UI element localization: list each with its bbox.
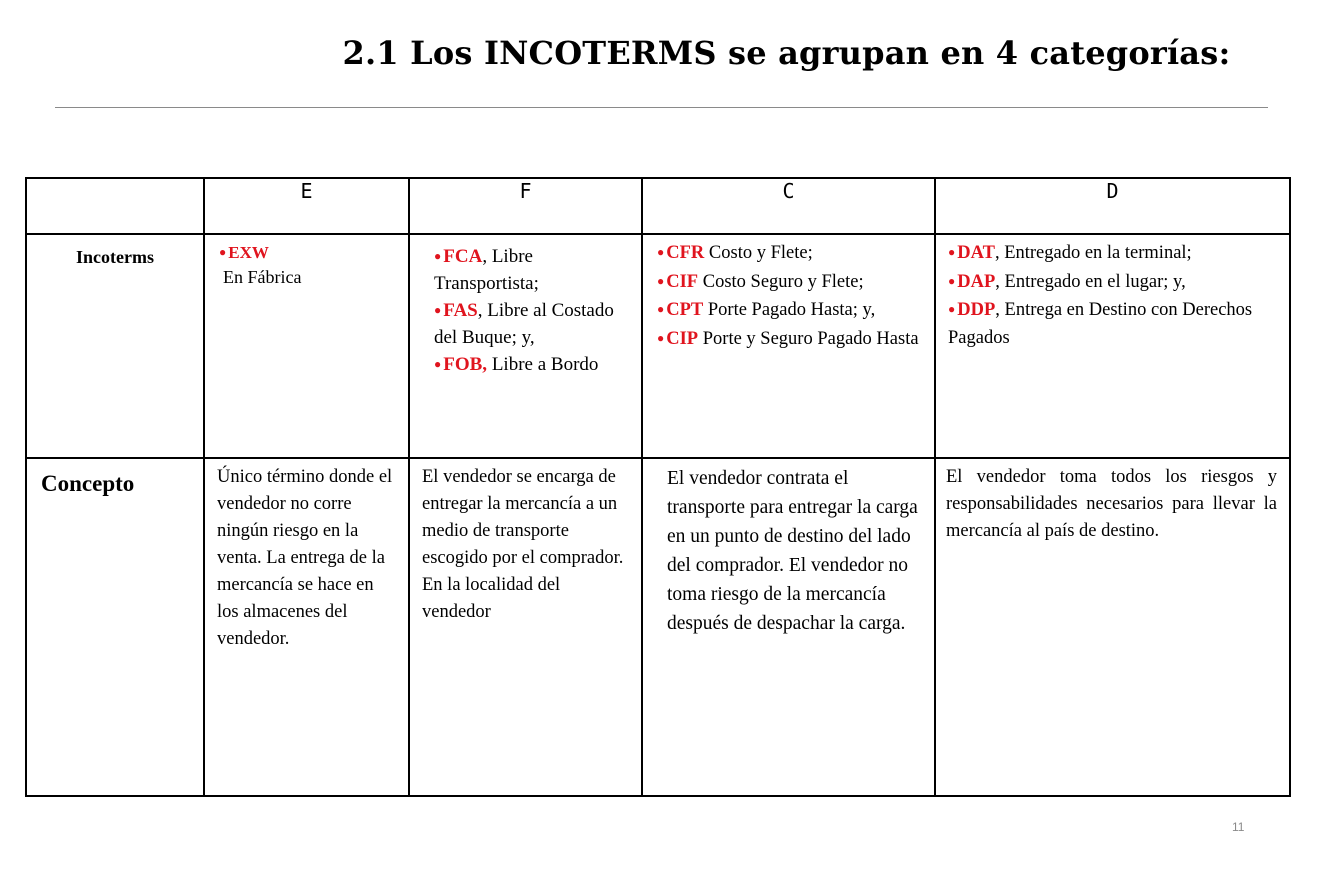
- incoterm-item-dap: [948, 268, 1275, 297]
- incoterm-item-fas: [434, 297, 627, 351]
- incoterm-desc: Porte Pagado Hasta; y,: [703, 300, 876, 320]
- header-f: F: [409, 178, 642, 234]
- incoterm-desc: Libre a Bordo: [487, 354, 599, 375]
- bullet-icon: ●: [219, 245, 227, 259]
- bullet-icon: ●: [434, 357, 442, 371]
- incoterm-item-ddp: [948, 296, 1275, 352]
- bullet-icon: ●: [657, 273, 665, 288]
- incoterm-desc: , Entrega en Destino con Derechos Pagados: [948, 300, 1253, 348]
- incoterm-code: CIF: [666, 271, 699, 292]
- bullet-icon: ●: [657, 245, 665, 259]
- incoterm-item-cif: [657, 268, 920, 297]
- incoterm-desc: Porte y Seguro Pagado Hasta: [698, 328, 919, 349]
- header-corner-cell: [26, 178, 204, 234]
- incoterm-desc: , Entregado en la terminal;: [994, 243, 1192, 263]
- bullet-icon: ●: [657, 302, 665, 316]
- bullet-icon: ●: [434, 303, 442, 317]
- incoterm-item-dat: [948, 239, 1275, 268]
- incoterm-code: FAS: [443, 300, 478, 321]
- incoterm-desc: , Libre al Costado del Buque; y,: [434, 300, 614, 348]
- incoterm-code: CFR: [666, 243, 705, 263]
- slide-title: 2.1 Los INCOTERMS se agrupan en 4 categorías:: [342, 34, 1231, 72]
- incoterm-code: CPT: [666, 300, 704, 320]
- incoterm-code: FOB,: [443, 354, 488, 375]
- bullet-icon: ●: [657, 330, 665, 345]
- incoterm-item-exw: [219, 241, 398, 264]
- incoterm-item-cip: [657, 325, 920, 354]
- incoterms-table: [25, 177, 1291, 797]
- incoterm-desc: , Entregado en el lugar; y,: [995, 271, 1186, 292]
- bullet-icon: ●: [948, 302, 956, 316]
- incoterms-cell-c: [642, 234, 935, 458]
- concepto-row: [26, 458, 1290, 796]
- concepto-cell-c: El vendedor contrata el transporte para entregar la carga en un punto de destino del lado del comprador. El vendedor no toma riesgo de la mercancía después de despachar la carga.: [642, 458, 935, 796]
- concepto-cell-d: El vendedor toma todos los riesgos y responsabilidades necesarios para llevar la mercancía al país de destino.: [935, 458, 1290, 796]
- incoterm-item-fca: [434, 243, 627, 297]
- header-c: C: [642, 178, 935, 234]
- incoterms-cell-f: [409, 234, 642, 458]
- incoterm-desc: , Libre Transportista;: [434, 246, 539, 294]
- incoterms-cell-d: [935, 234, 1290, 458]
- incoterm-item-cfr: [657, 239, 920, 268]
- title-divider: [55, 107, 1268, 108]
- incoterm-desc: Costo y Flete;: [704, 243, 813, 263]
- header-e: E: [204, 178, 409, 234]
- incoterm-code: DDP: [957, 300, 996, 320]
- incoterm-item-cpt: [657, 296, 920, 325]
- incoterm-code: FCA: [443, 246, 483, 267]
- incoterms-cell-e: [204, 234, 409, 458]
- incoterm-code: DAP: [957, 271, 996, 292]
- incoterm-code: DAT: [957, 243, 995, 263]
- bullet-icon: ●: [948, 245, 956, 259]
- incoterm-desc: Costo Seguro y Flete;: [698, 271, 864, 292]
- incoterm-code: EXW: [228, 243, 269, 262]
- incoterms-row: [26, 234, 1290, 458]
- page-number: 11: [1232, 820, 1245, 834]
- header-d: D: [935, 178, 1290, 234]
- bullet-icon: ●: [948, 273, 956, 288]
- concepto-row-label: Concepto: [26, 458, 204, 796]
- concepto-cell-f: El vendedor se encarga de entregar la mercancía a un medio de transporte escogido por el comprador. En la localidad del vendedor: [409, 458, 642, 796]
- bullet-icon: ●: [434, 249, 442, 263]
- incoterm-desc: En Fábrica: [223, 267, 302, 287]
- incoterms-row-label: Incoterms: [26, 234, 204, 458]
- concepto-cell-e: Único término donde el vendedor no corre ningún riesgo en la venta. La entrega de la mercancía se hace en los almacenes del vendedor.: [204, 458, 409, 796]
- header-row: [26, 178, 1290, 234]
- incoterm-code: CIP: [666, 328, 699, 349]
- incoterm-item-fob: [434, 351, 627, 378]
